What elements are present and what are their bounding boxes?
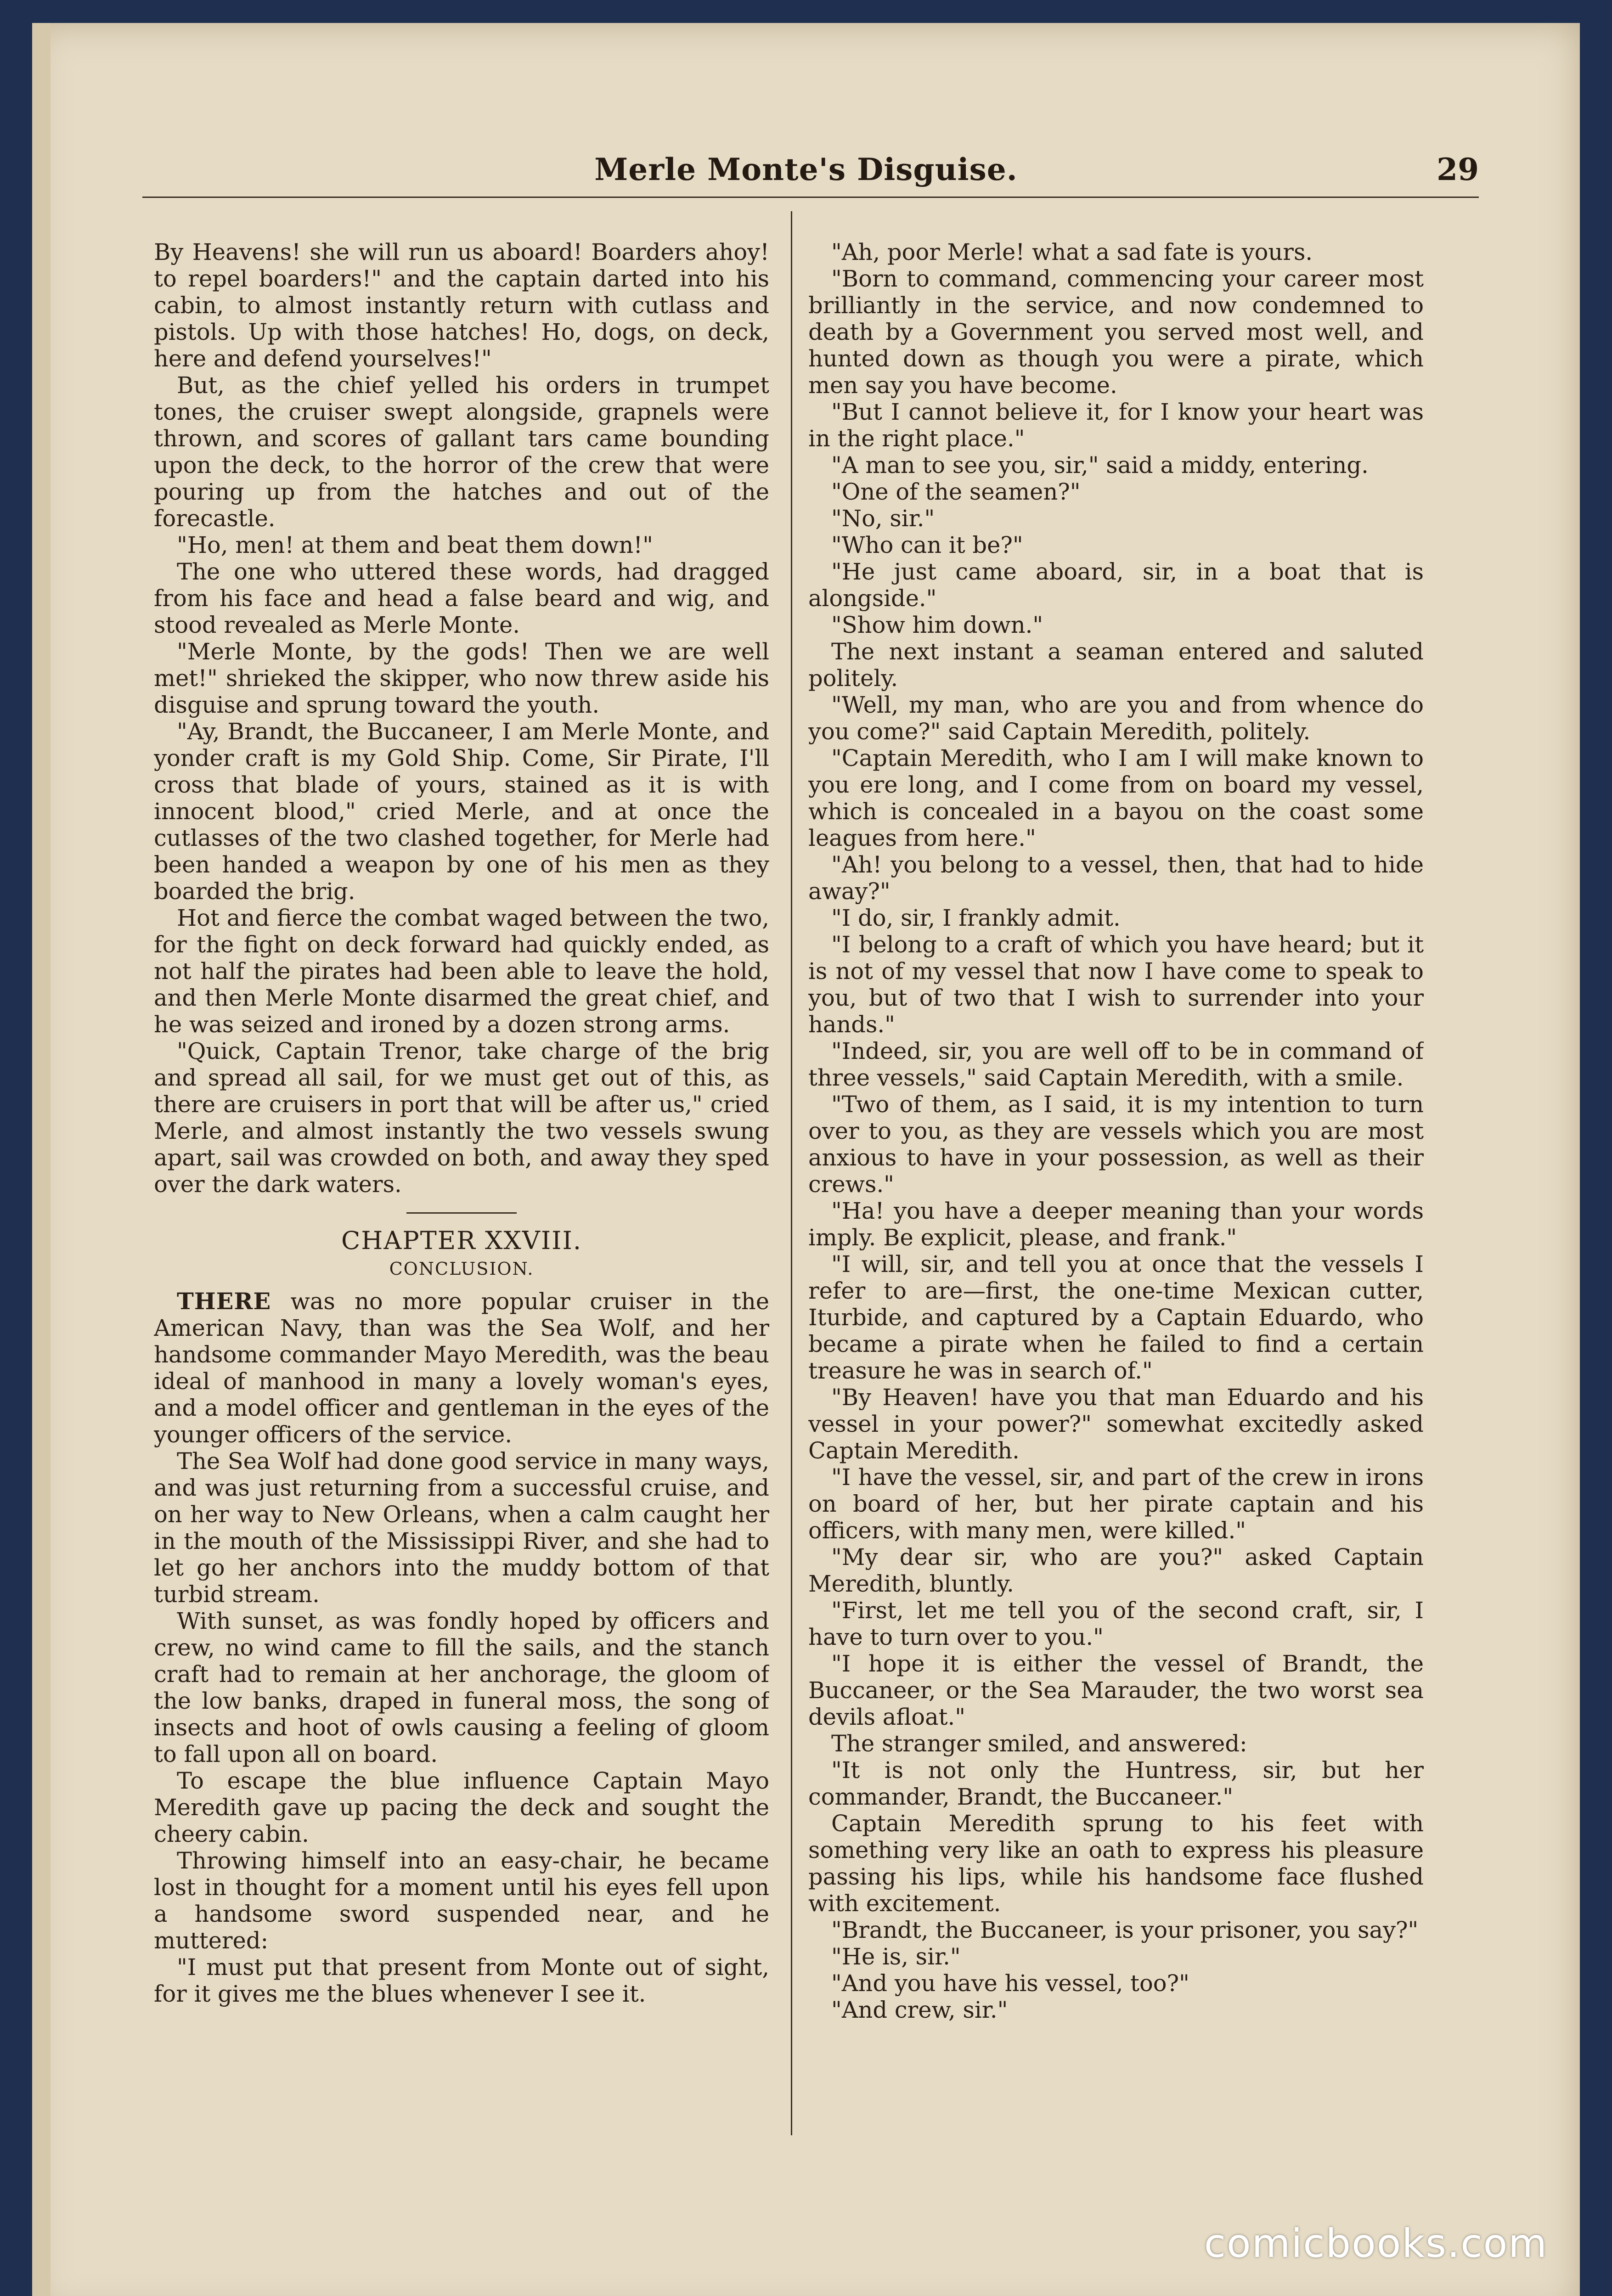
paragraph: "Born to command, commencing your career most brilliantly in the service, and now condemned to death by a Government you served most well, and hunted down as though you were a pirate, which men say you have become.	[808, 265, 1424, 399]
running-title: Merle Monte's Disguise.	[594, 152, 1018, 187]
paragraph: "Brandt, the Buccaneer, is your prisoner, you say?"	[831, 1917, 1419, 1943]
paragraph: "I have the vessel, sir, and part of the crew in irons on board of her, but her pirate captain and his officers, with many men, were killed."	[808, 1464, 1424, 1544]
chapter-rule	[406, 1212, 517, 1214]
chapter-lead-word: THERE	[177, 1288, 271, 1315]
paragraph: "A man to see you, sir," said a middy, entering.	[831, 452, 1369, 478]
paragraph: "I hope it is either the vessel of Brandt, the Buccaneer, or the Sea Marauder, the two worst sea devils afloat."	[808, 1650, 1424, 1730]
paragraph: To escape the blue influence Captain Mayo Meredith gave up pacing the deck and sought the cheery cabin.	[154, 1767, 769, 1847]
paragraph: Hot and fierce the combat waged between the two, for the fight on deck forward had quickly ended, as not half the pirates had been able to leave the hold, and then Merle Monte disarmed the great chief, and he was seized and ironed by a dozen strong arms.	[154, 905, 769, 1038]
paragraph: "I will, sir, and tell you at once that the vessels I refer to are—first, the one-time Mexican cutter, Iturbide, and captured by a Captain Eduardo, who became a pirate when he failed to find a certain treasure he was in search of."	[808, 1251, 1424, 1384]
column-divider	[791, 211, 792, 2135]
paragraph: "Well, my man, who are you and from whence do you come?" said Captain Meredith, politely.	[808, 692, 1424, 745]
paragraph: "First, let me tell you of the second craft, sir, I have to turn over to you."	[808, 1597, 1424, 1650]
paragraph: Throwing himself into an easy-chair, he became lost in thought for a moment until his eyes fell upon a handsome sword suspended near, and he muttered:	[154, 1847, 769, 1954]
paragraph: "Two of them, as I said, it is my intention to turn over to you, as they are vessels which you are most anxious to have in your possession, as well as their crews."	[808, 1091, 1424, 1198]
paragraph: "And crew, sir."	[831, 1997, 1008, 2023]
paragraph: "Ha! you have a deeper meaning than your words imply. Be explicit, please, and frank."	[808, 1198, 1424, 1251]
paragraph: "One of the seamen?"	[831, 478, 1081, 505]
page-edge	[32, 23, 51, 2296]
paragraph: "By Heaven! have you that man Eduardo and his vessel in your power?" somewhat excitedly asked Captain Meredith.	[808, 1384, 1424, 1464]
paragraph: "No, sir."	[831, 505, 935, 532]
paragraph: "My dear sir, who are you?" asked Captain Meredith, bluntly.	[808, 1544, 1424, 1597]
paragraph: "Quick, Captain Trenor, take charge of the brig and spread all sail, for we must get out of this, as there are cruisers in port that will be after us," cried Merle, and almost instantly the two vessels swung apart, sail was crowded on both, and away they sped over the dark waters.	[154, 1038, 769, 1198]
right-column	[808, 239, 1424, 2149]
paragraph: By Heavens! she will run us aboard! Boarders ahoy! to repel boarders!" and the captain darted into his cabin, to almost instantly return with cutlass and pistols. Up with those hatches! Ho, dogs, on deck, here and defend yourselves!"	[154, 239, 769, 372]
paragraph: "But I cannot believe it, for I know your heart was in the right place."	[808, 399, 1424, 452]
paragraph: "Indeed, sir, you are well off to be in command of three vessels," said Captain Meredith, with a smile.	[808, 1038, 1424, 1091]
paragraph: "He just came aboard, sir, in a boat that is alongside."	[808, 558, 1424, 612]
paragraph: The next instant a seaman entered and saluted politely.	[808, 638, 1424, 692]
paragraph: "Ah, poor Merle! what a sad fate is yours.	[831, 239, 1313, 265]
paragraph: "Show him down."	[831, 612, 1043, 638]
chapter-heading: CHAPTER XXVIII.	[341, 1226, 582, 1255]
paragraph: But, as the chief yelled his orders in trumpet tones, the cruiser swept alongside, grapnels were thrown, and scores of gallant tars came bounding upon the deck, to the horror of the crew that were pouring up from the hatches and out of the forecastle.	[154, 372, 769, 532]
left-column	[154, 239, 769, 2149]
page-number: 29	[1437, 152, 1479, 187]
paragraph: With sunset, as was fondly hoped by officers and crew, no wind came to fill the sails, and the stanch craft had to remain at her anchorage, the gloom of the low banks, draped in funeral moss, the song of insects and hoot of owls causing a feeling of gloom to fall upon all on board.	[154, 1608, 769, 1767]
chapter-opening-text: was no more popular cruiser in the American Navy, than was the Sea Wolf, and her handsome commander Mayo Meredith, was the beau ideal of manhood in many a lovely woman's eyes, and a model officer and gentleman in the eyes of the younger officers of the service.	[154, 1288, 769, 1448]
paragraph: "Ay, Brandt, the Buccaneer, I am Merle Monte, and yonder craft is my Gold Ship. Come, Sir Pirate, I'll cross that blade of yours, stained as it is with innocent blood," cried Merle, and at once the cutlasses of the two clashed together, for Merle had been handed a weapon by one of his men as they boarded the brig.	[154, 718, 769, 905]
paragraph: "Captain Meredith, who I am I will make known to you ere long, and I come from on board my vessel, which is concealed in a bayou on the coast some leagues from here."	[808, 745, 1424, 851]
paragraph: "It is not only the Huntress, sir, but her commander, Brandt, the Buccaneer."	[808, 1757, 1424, 1810]
paragraph: "He is, sir."	[831, 1943, 961, 1970]
magazine-page	[32, 23, 1580, 2296]
paragraph: The one who uttered these words, had dragged from his face and head a false beard and wig, and stood revealed as Merle Monte.	[154, 558, 769, 638]
paragraph: "I do, sir, I frankly admit.	[831, 905, 1121, 931]
paragraph: The Sea Wolf had done good service in many ways, and was just returning from a successful cruise, and on her way to New Orleans, when a calm caught her in the mouth of the Mississippi River, and she had to let go her anchors into the muddy bottom of that turbid stream.	[154, 1448, 769, 1608]
header-rule	[142, 197, 1479, 198]
paragraph: "I belong to a craft of which you have heard; but it is not of my vessel that now I have come to speak to you, but of two that I wish to surrender into your hands."	[808, 931, 1424, 1038]
paragraph: "I must put that present from Monte out of sight, for it gives me the blues whenever I see it.	[154, 1954, 769, 2007]
paragraph: "And you have his vessel, too?"	[831, 1970, 1189, 1997]
paragraph: "Who can it be?"	[831, 532, 1023, 558]
paragraph: "Merle Monte, by the gods! Then we are well met!" shrieked the skipper, who now threw aside his disguise and sprung toward the youth.	[154, 638, 769, 718]
chapter-opening-paragraph	[154, 1288, 769, 1448]
paragraph: Captain Meredith sprung to his feet with something very like an oath to express his pleasure passing his lips, while his handsome face flushed with excitement.	[808, 1810, 1424, 1917]
chapter-subtitle: CONCLUSION.	[389, 1259, 534, 1279]
paragraph: "Ah! you belong to a vessel, then, that had to hide away?"	[808, 851, 1424, 905]
watermark: comicbooks.com	[1204, 2221, 1548, 2267]
paragraph: "Ho, men! at them and beat them down!"	[177, 532, 653, 558]
page-header	[32, 147, 1580, 202]
paragraph: The stranger smiled, and answered:	[831, 1730, 1247, 1757]
